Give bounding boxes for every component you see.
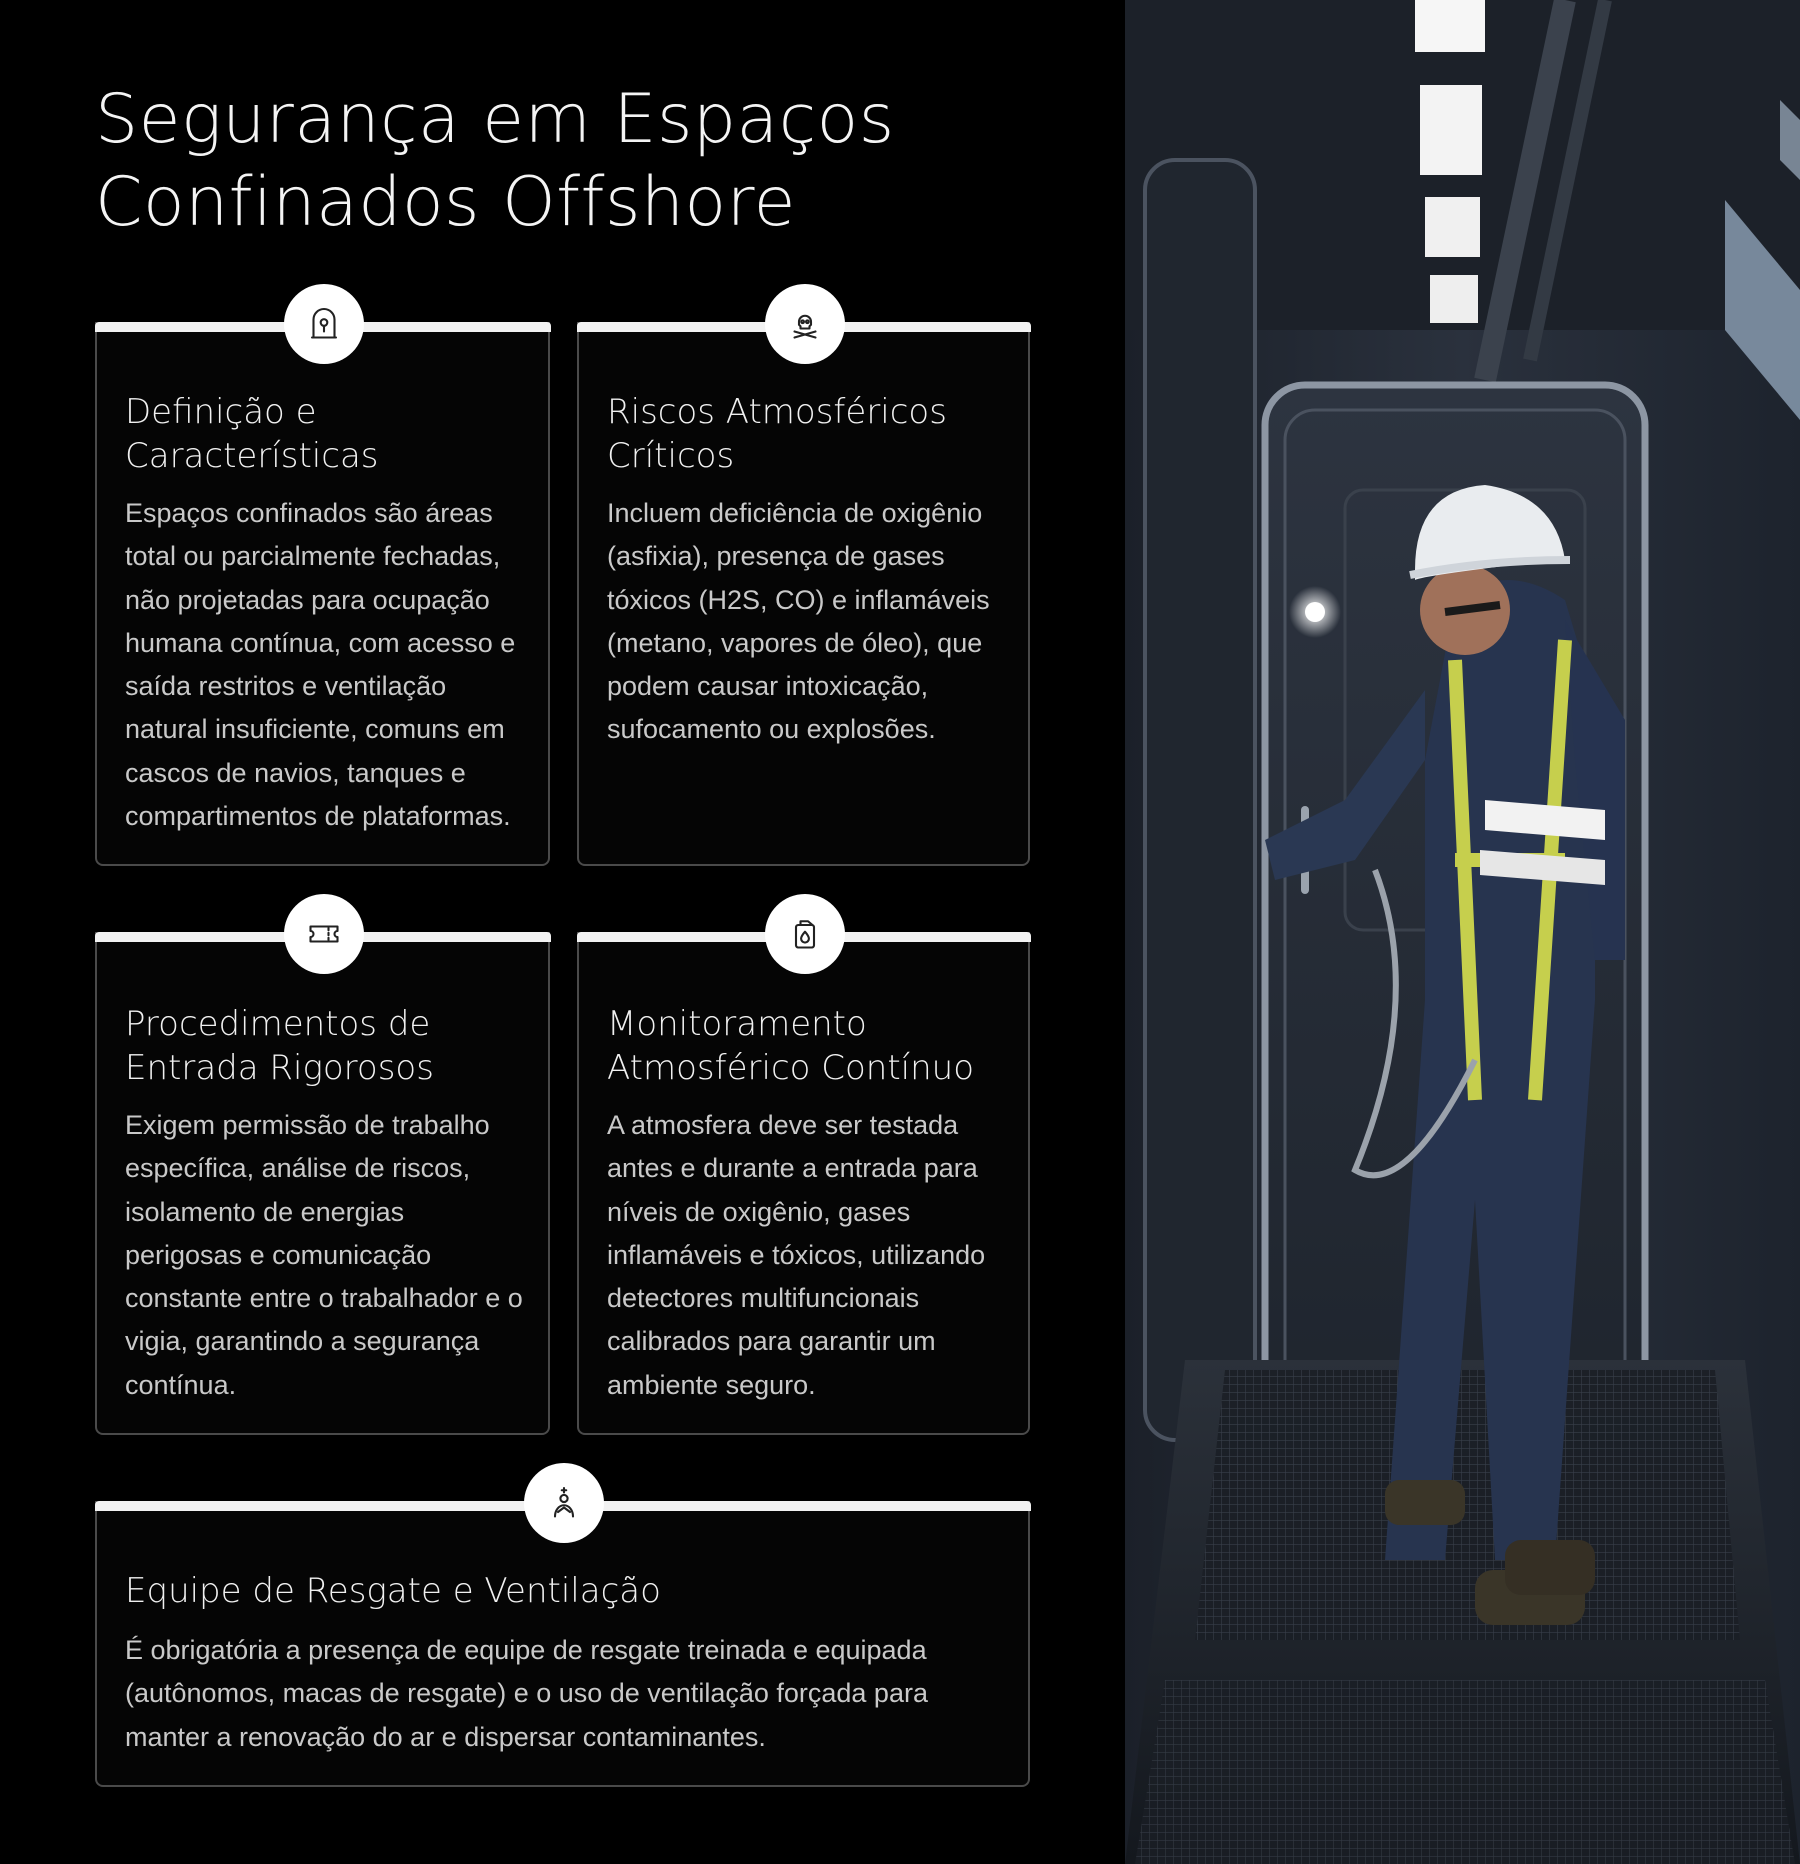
- card-body: Espaços confinados são áreas total ou parcialmente fechadas, não projetadas para ocupação humana contínua, com acesso e saída restritos e ventilação natural insuficiente, comuns em cascos de navios, tanques e compartimentos de plataformas.: [125, 498, 516, 832]
- card-body: Exigem permissão de trabalho específica, análise de riscos, isolamento de energias perigosas e comunicação constante entre o trabalhador e o vigia, garantindo a segurança contínua.: [125, 1110, 523, 1400]
- card-body: Incluem deficiência de oxigênio (asfixia), presença de gases tóxicos (H2S, CO) e inflamáveis (metano, vapores de óleo), que podem causar intoxicação, sufocamento ou explosões.: [607, 498, 990, 745]
- card-heading: Equipe de Resgate e Ventilação: [125, 1571, 661, 1611]
- card-atmospheric-risks: [577, 322, 1030, 866]
- rescue-worker-icon: [546, 1485, 582, 1521]
- card-heading: Riscos Atmosféricos Críticos: [607, 392, 947, 476]
- card-body: A atmosfera deve ser testada antes e durante a entrada para níveis de oxigênio, gases inflamáveis e tóxicos, utilizando detectores multifuncionais calibrados para garantir um ambiente seguro.: [607, 1110, 986, 1400]
- worker-photo-illustration: [1125, 0, 1800, 1864]
- card-icon-badge: [524, 1463, 604, 1543]
- card-rescue-team: [95, 1501, 1030, 1787]
- card-heading: Procedimentos de Entrada Rigorosos: [125, 1004, 434, 1088]
- permit-ticket-icon: [306, 916, 342, 952]
- worker-in-harness-photo: [1125, 0, 1800, 1864]
- confined-space-entry-icon: [306, 306, 342, 342]
- card-body: É obrigatória a presença de equipe de resgate treinada e equipada (autônomos, macas de resgate) e o uso de ventilação forçada para manter a renovação do ar e dispersar contaminantes.: [125, 1635, 928, 1752]
- skull-crossbones-icon: [787, 306, 823, 342]
- card-icon-badge: [765, 894, 845, 974]
- card-icon-badge: [284, 284, 364, 364]
- gas-canister-icon: [787, 916, 823, 952]
- card-entry-procedures: [95, 932, 550, 1435]
- card-heading: Definição e Características: [125, 392, 379, 476]
- page-title: Segurança em Espaços Confinados Offshore: [95, 80, 895, 242]
- card-atmospheric-monitoring: [577, 932, 1030, 1435]
- card-definition: [95, 322, 550, 866]
- card-icon-badge: [284, 894, 364, 974]
- card-icon-badge: [765, 284, 845, 364]
- card-heading: Monitoramento Atmosférico Contínuo: [607, 1004, 975, 1088]
